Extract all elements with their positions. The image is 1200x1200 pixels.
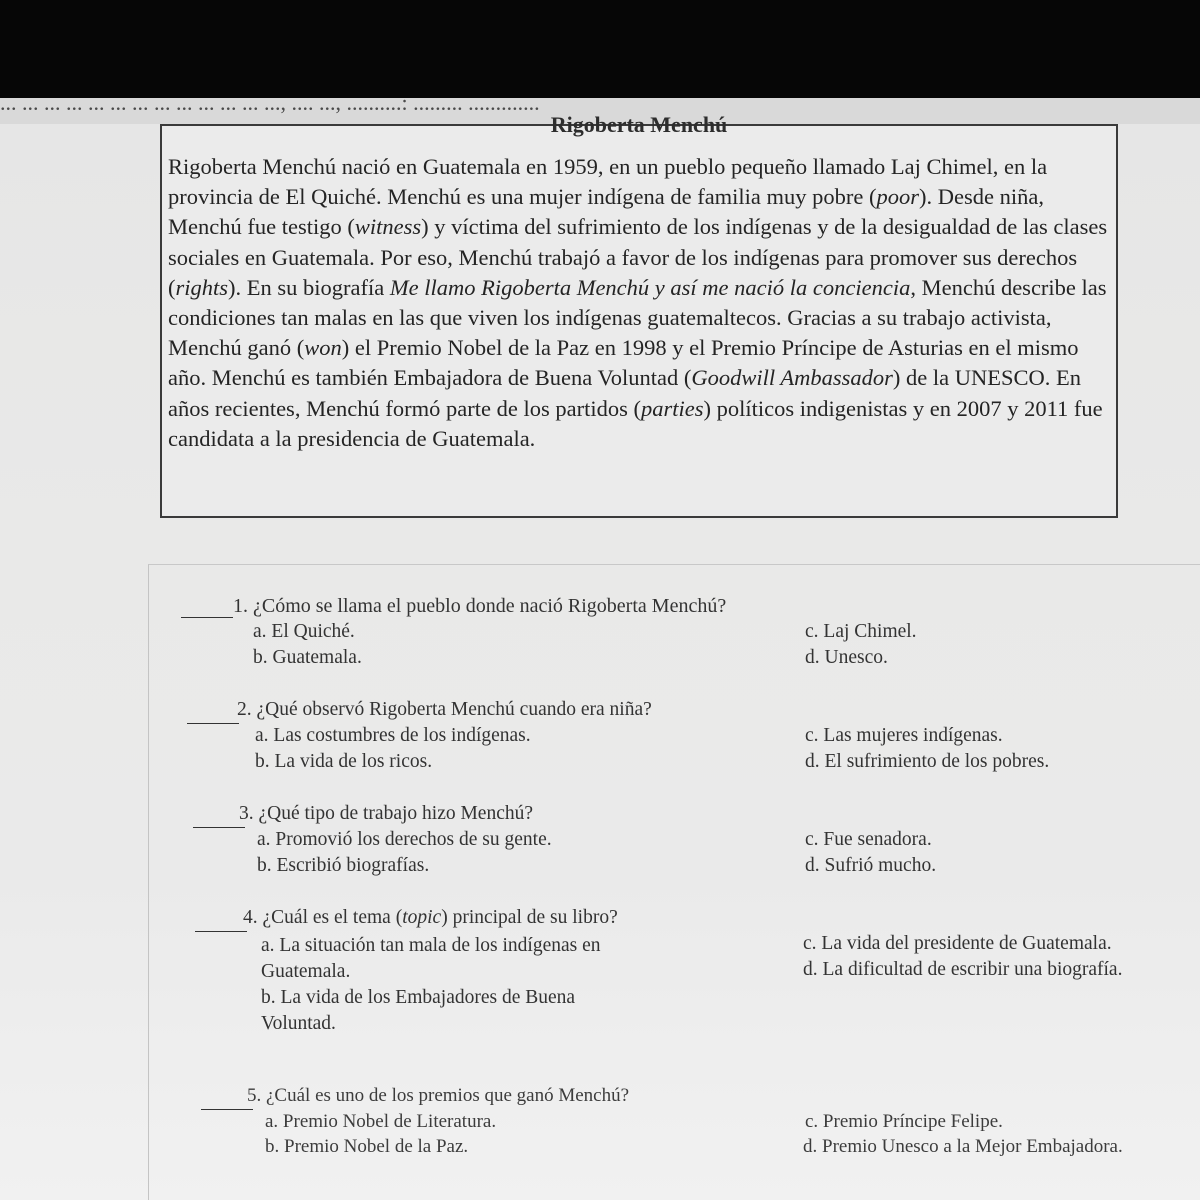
questions-section [148,564,1200,1200]
passage-italic-term: rights [175,274,229,300]
passage-italic-term: Me llamo Rigoberta Menchú y así me nació la conciencia [389,274,911,300]
passage-italic-term: parties [640,395,704,421]
option-d: d. Premio Unesco a la Mejor Embajadora. [803,1136,1123,1157]
passage-segment: ). En su biografía [228,274,390,300]
answer-blank[interactable] [193,827,245,828]
option-b: b. La vida de los Embajadores de Buena Voluntad. [261,987,576,1034]
option-a: a. Premio Nobel de Literatura. [265,1111,497,1132]
photo-dark-top-edge [0,0,1200,98]
option-d: d. La dificultad de escribir una biografía. [803,959,1123,980]
option-c: c. Laj Chimel. [805,621,917,642]
cut-off-header-text: ... ... ... ... ... ... ... ... ... ... ... ... ..., .... ..., ..........: ......... ............. [0,98,1200,124]
answer-blank[interactable] [201,1109,253,1110]
option-c: c. Las mujeres indígenas. [805,725,1003,746]
passage-segment: ) el Premio Nobel de la Paz en 1998 y el Premio Príncipe de Asturias en el mismo año. Menchú es también Embajadora de Buena Voluntad ( [168,335,1079,391]
passage-italic-term: poor [876,184,920,210]
passage-text [168,152,1113,454]
answer-blank[interactable] [187,723,239,724]
passage-italic-term: Goodwill Ambassador [691,365,893,391]
passage-title: Rigoberta Menchú [550,112,728,137]
question-stem: 3. ¿Qué tipo de trabajo hizo Menchú? [239,803,534,824]
question-stem: 2. ¿Qué observó Rigoberta Menchú cuando era niña? [237,699,652,720]
reading-passage-box [160,112,1118,518]
answer-blank[interactable] [195,931,247,932]
option-d: d. El sufrimiento de los pobres. [805,751,1050,772]
option-b: b. Escribió biografías. [257,855,430,876]
worksheet-page [0,98,1200,1200]
option-d: d. Unesco. [805,647,888,668]
option-b: b. Premio Nobel de la Paz. [265,1136,469,1157]
option-c: c. Premio Príncipe Felipe. [805,1111,1003,1132]
option-a: a. El Quiché. [253,621,355,642]
passage-segment: ) de la UNESCO. En años recientes, Menchú formó parte de los partidos ( [168,365,1082,421]
passage-segment: ) y víctima del sufrimiento de los indígenas y de la desigualdad de las clases sociales en Guatemala. Por eso, Menchú trabajó a favor de los indígenas para promover sus derechos ( [168,214,1108,300]
question-stem: 4. ¿Cuál es el tema (topic) principal de su libro? [243,907,618,928]
option-b: b. La vida de los ricos. [255,751,433,772]
option-a: a. La situación tan mala de los indígenas en Guatemala. [261,935,601,982]
passage-segment: , Menchú describe las condiciones tan malas en las que viven los indígenas guatemaltecos. Gracias a su trabajo activista, Menchú ganó ( [168,274,1107,361]
passage-segment: ). Desde niña, Menchú fue testigo ( [168,184,1045,240]
option-d: d. Sufrió mucho. [805,855,937,876]
option-a: a. Promovió los derechos de su gente. [257,829,552,850]
option-b: b. Guatemala. [253,647,362,668]
option-a: a. Las costumbres de los indígenas. [255,725,531,746]
passage-italic-term: won [304,335,342,361]
passage-italic-term: witness [354,214,422,240]
answer-blank[interactable] [181,617,233,618]
option-c: c. Fue senadora. [805,829,932,850]
question-stem: 1. ¿Cómo se llama el pueblo donde nació Rigoberta Menchú? [233,595,727,617]
question-stem: 5. ¿Cuál es uno de los premios que ganó Menchú? [247,1085,630,1106]
passage-segment: Rigoberta Menchú nació en Guatemala en 1959, en un pueblo pequeño llamado Laj Chimel, en la provincia de El Quiché. Menchú es una mujer indígena de familia muy pobre ( [168,154,1048,210]
option-c: c. La vida del presidente de Guatemala. [803,933,1112,954]
passage-segment: ) políticos indigenistas y en 2007 y 2011 fue candidata a la presidencia de Guatemala. [168,395,1103,451]
